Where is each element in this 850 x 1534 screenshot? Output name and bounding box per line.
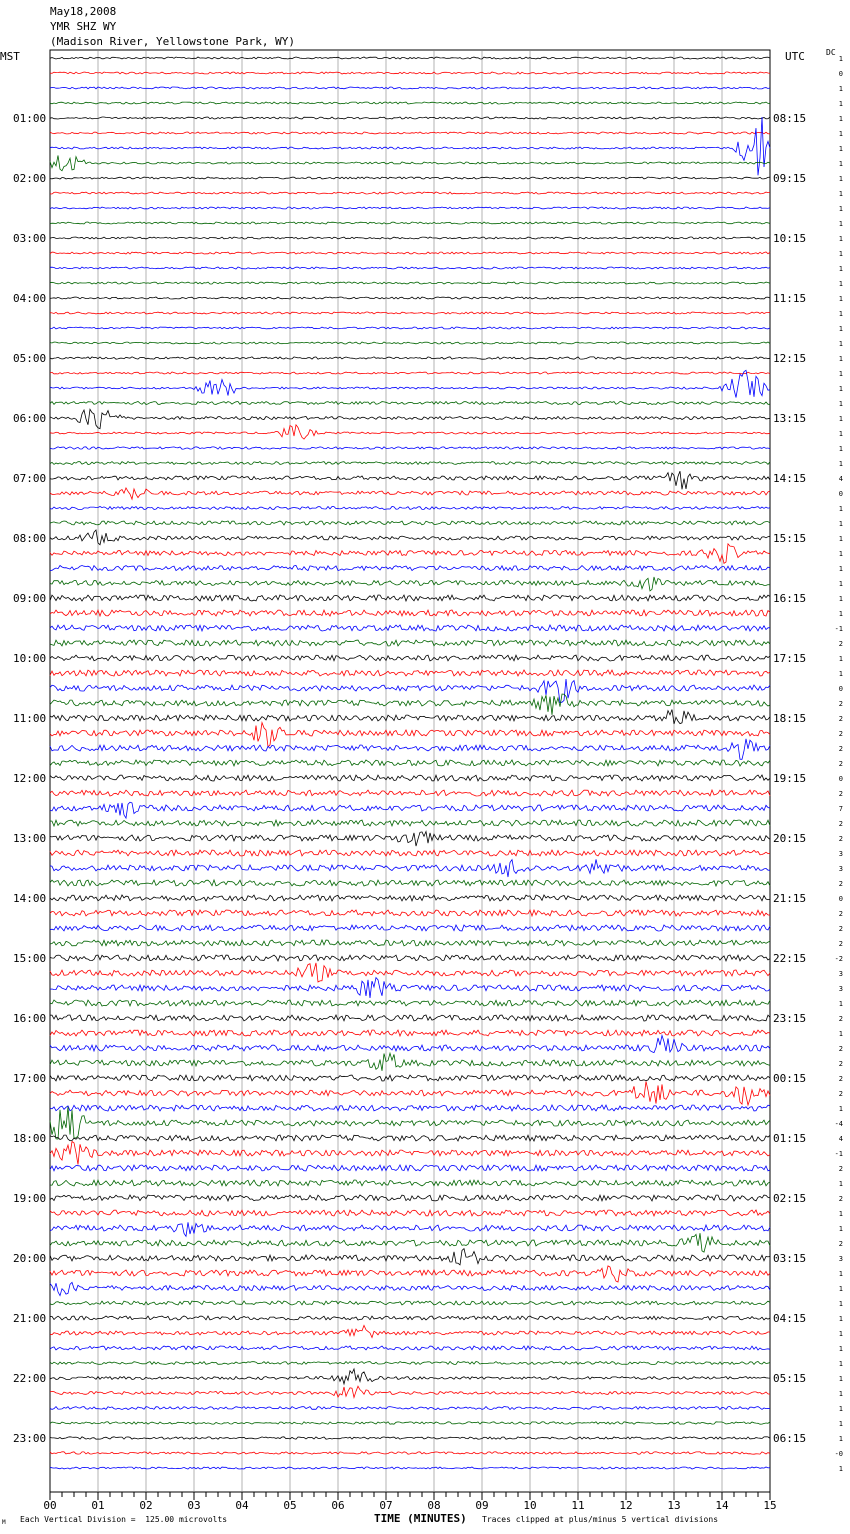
dc-offset-value: -0 <box>834 1450 843 1458</box>
right-hour-label: 19:15 <box>773 772 807 785</box>
dc-offset-value: 2 <box>838 1060 843 1068</box>
trace-row <box>50 790 770 796</box>
dc-offset-value: -1 <box>834 1150 843 1158</box>
trace-row <box>50 1000 770 1006</box>
right-hour-label: 17:15 <box>773 652 807 665</box>
trace-row <box>50 237 770 239</box>
x-axis-title: TIME (MINUTES) <box>374 1512 467 1525</box>
dc-offset-value: 1 <box>838 1285 843 1293</box>
left-hour-label: 17:00 <box>13 1072 47 1085</box>
dc-offset-value: 1 <box>838 115 843 123</box>
trace-row <box>50 192 770 194</box>
left-hour-label: 23:00 <box>13 1432 47 1445</box>
left-hour-label: 08:00 <box>13 532 47 545</box>
dc-offset-value: 1 <box>838 295 843 303</box>
right-hour-label: 18:15 <box>773 712 807 725</box>
left-hour-label: 10:00 <box>13 652 47 665</box>
trace-row <box>50 155 770 170</box>
dc-offset-value: 1 <box>838 1000 843 1008</box>
dc-offset-value: 2 <box>838 760 843 768</box>
dc-offset-value: 1 <box>838 535 843 543</box>
x-tick-label: 10 <box>523 1499 537 1512</box>
trace-row <box>50 102 770 104</box>
trace-row <box>50 1165 770 1171</box>
trace-row <box>50 595 770 601</box>
x-tick-label: 06 <box>331 1499 345 1512</box>
dc-offset-value: -1 <box>834 625 843 633</box>
x-tick-label: 13 <box>667 1499 681 1512</box>
trace-row <box>50 507 770 510</box>
left-hour-label: 13:00 <box>13 832 47 845</box>
dc-offset-value: 1 <box>838 1225 843 1233</box>
trace-row <box>50 1082 770 1106</box>
right-hour-label: 06:15 <box>773 1432 807 1445</box>
trace-row <box>50 820 770 826</box>
right-hour-label: 01:15 <box>773 1132 807 1145</box>
footer-corner: M <box>2 1519 6 1526</box>
right-hour-label: 14:15 <box>773 472 807 485</box>
trace-row <box>50 1362 770 1365</box>
trace-row <box>50 544 770 564</box>
trace-row <box>50 207 770 209</box>
right-hour-label: 04:15 <box>773 1312 807 1325</box>
trace-row <box>50 462 770 465</box>
trace-row <box>50 370 770 397</box>
dc-offset-value: 1 <box>838 580 843 588</box>
dc-offset-value: 2 <box>838 835 843 843</box>
x-tick-label: 00 <box>43 1499 57 1512</box>
dc-offset-value: 1 <box>838 220 843 228</box>
trace-row <box>50 978 770 998</box>
trace-row <box>50 1325 770 1337</box>
dc-offset-value: 1 <box>838 1390 843 1398</box>
dc-offset-value: 1 <box>838 1345 843 1353</box>
trace-row <box>50 1180 770 1186</box>
dc-offset-value: 2 <box>838 880 843 888</box>
dc-offset-value: 1 <box>838 235 843 243</box>
dc-offset-value: 1 <box>838 385 843 393</box>
dc-offset-value: 1 <box>838 280 843 288</box>
trace-row <box>50 1301 770 1305</box>
dc-offset-value: 2 <box>838 715 843 723</box>
dc-offset-value: 1 <box>838 1210 843 1218</box>
left-zone-label: MST <box>0 50 20 63</box>
dc-offset-value: 1 <box>838 1300 843 1308</box>
x-tick-label: 02 <box>139 1499 153 1512</box>
right-hour-label: 16:15 <box>773 592 807 605</box>
trace-row <box>50 963 770 982</box>
x-tick-label: 14 <box>715 1499 729 1512</box>
trace-row <box>50 57 770 59</box>
dc-offset-value: 1 <box>838 1315 843 1323</box>
trace-row <box>50 447 770 449</box>
dc-offset-value: 2 <box>838 745 843 753</box>
trace-row <box>50 87 770 89</box>
dc-offset-value: 2 <box>838 1090 843 1098</box>
left-hour-label: 12:00 <box>13 772 47 785</box>
right-hour-label: 09:15 <box>773 172 807 185</box>
dc-label: DC <box>826 48 836 57</box>
footer-scale: Each Vertical Division = 125.00 microvolts <box>20 1515 228 1524</box>
dc-offset-value: 1 <box>838 190 843 198</box>
left-hour-label: 16:00 <box>13 1012 47 1025</box>
header-location: (Madison River, Yellowstone Park, WY) <box>50 35 296 48</box>
trace-row <box>50 1233 770 1252</box>
dc-offset-value: 1 <box>838 655 843 663</box>
trace-row <box>50 72 770 74</box>
left-hour-label: 07:00 <box>13 472 47 485</box>
trace-row <box>50 297 770 299</box>
trace-row <box>50 1282 770 1295</box>
dc-offset-value: 2 <box>838 700 843 708</box>
dc-offset-value: 1 <box>838 1465 843 1473</box>
trace-row <box>50 1210 770 1216</box>
left-hour-label: 21:00 <box>13 1312 47 1325</box>
trace-row <box>50 222 770 224</box>
dc-offset-value: 1 <box>838 310 843 318</box>
dc-offset-value: 1 <box>838 340 843 348</box>
dc-offset-value: 1 <box>838 565 843 573</box>
trace-row <box>50 530 770 545</box>
dc-offset-value: 2 <box>838 925 843 933</box>
trace-row <box>50 1346 770 1350</box>
right-hour-label: 21:15 <box>773 892 807 905</box>
left-hour-label: 04:00 <box>13 292 47 305</box>
trace-row <box>50 694 770 715</box>
dc-offset-value: 0 <box>838 685 843 693</box>
dc-offset-value: 1 <box>838 610 843 618</box>
trace-row <box>50 859 770 877</box>
dc-offset-value: 1 <box>838 1420 843 1428</box>
dc-offset-value: 2 <box>838 1240 843 1248</box>
trace-row <box>50 566 770 571</box>
trace-row <box>50 117 770 119</box>
trace-row <box>50 940 770 946</box>
trace-row <box>50 402 770 405</box>
dc-offset-value: 2 <box>838 790 843 798</box>
dc-offset-value: 2 <box>838 1075 843 1083</box>
dc-offset-value: 1 <box>838 370 843 378</box>
dc-offset-value: 1 <box>838 160 843 168</box>
left-hour-label: 01:00 <box>13 112 47 125</box>
dc-offset-value: 1 <box>838 85 843 93</box>
dc-offset-value: 2 <box>838 1195 843 1203</box>
x-tick-label: 07 <box>379 1499 393 1512</box>
trace-row <box>50 177 770 179</box>
dc-offset-value: 2 <box>838 730 843 738</box>
left-hour-label: 09:00 <box>13 592 47 605</box>
dc-offset-value: 1 <box>838 1105 843 1113</box>
dc-offset-value: 3 <box>838 985 843 993</box>
left-hour-label: 06:00 <box>13 412 47 425</box>
dc-offset-value: 0 <box>838 490 843 498</box>
trace-row <box>50 1053 770 1071</box>
trace-row <box>50 327 770 329</box>
dc-offset-value: -2 <box>834 955 843 963</box>
trace-row <box>50 267 770 269</box>
x-tick-label: 15 <box>763 1499 777 1512</box>
trace-row <box>50 850 770 856</box>
dc-offset-value: 1 <box>838 205 843 213</box>
trace-row <box>50 117 770 175</box>
right-hour-label: 03:15 <box>773 1252 807 1265</box>
trace-row <box>50 655 770 661</box>
dc-offset-value: 1 <box>838 460 843 468</box>
left-hour-label: 19:00 <box>13 1192 47 1205</box>
dc-offset-value: 2 <box>838 910 843 918</box>
trace-row <box>50 1452 770 1454</box>
trace-row <box>50 1316 770 1320</box>
trace-row <box>50 802 770 818</box>
left-hour-label: 11:00 <box>13 712 47 725</box>
dc-offset-value: 2 <box>838 1015 843 1023</box>
right-zone-label: UTC <box>785 50 805 63</box>
dc-offset-value: 1 <box>838 1360 843 1368</box>
dc-offset-value: 2 <box>838 1045 843 1053</box>
right-hour-label: 08:15 <box>773 112 807 125</box>
dc-offset-value: 1 <box>838 505 843 513</box>
dc-offset-value: 0 <box>838 70 843 78</box>
x-tick-label: 09 <box>475 1499 489 1512</box>
right-hour-label: 12:15 <box>773 352 807 365</box>
right-hour-label: 00:15 <box>773 1072 807 1085</box>
right-hour-label: 02:15 <box>773 1192 807 1205</box>
trace-row <box>50 471 770 489</box>
dc-offset-value: 2 <box>838 820 843 828</box>
right-hour-label: 20:15 <box>773 832 807 845</box>
dc-offset-value: 1 <box>838 550 843 558</box>
trace-row <box>50 925 770 931</box>
trace-row <box>50 1222 770 1236</box>
plot-frame <box>50 50 770 1492</box>
trace-row <box>50 640 770 646</box>
dc-offset-value: 0 <box>838 775 843 783</box>
trace-row <box>50 312 770 314</box>
trace-row <box>50 880 770 886</box>
trace-row <box>50 625 770 631</box>
dc-offset-value: 1 <box>838 145 843 153</box>
trace-row <box>50 282 770 284</box>
trace-row <box>50 1105 770 1111</box>
left-hour-label: 22:00 <box>13 1372 47 1385</box>
trace-row <box>50 357 770 359</box>
trace-row <box>50 1467 770 1469</box>
trace-row <box>50 488 770 499</box>
x-tick-label: 11 <box>571 1499 585 1512</box>
trace-row <box>50 1035 770 1052</box>
dc-offset-value: 4 <box>838 475 843 483</box>
x-tick-label: 04 <box>235 1499 249 1512</box>
dc-offset-value: 3 <box>838 865 843 873</box>
trace-row <box>50 710 770 725</box>
trace-row <box>50 955 770 961</box>
header-date: May18,2008 <box>50 5 117 18</box>
trace-row <box>50 1437 770 1439</box>
dc-offset-value: 4 <box>838 1135 843 1143</box>
dc-offset-value: 1 <box>838 265 843 273</box>
dc-offset-value: 1 <box>838 400 843 408</box>
trace-row <box>50 1135 770 1141</box>
dc-offset-value: 1 <box>838 520 843 528</box>
left-hour-label: 14:00 <box>13 892 47 905</box>
dc-offset-value: 1 <box>838 1180 843 1188</box>
x-tick-label: 01 <box>91 1499 105 1512</box>
right-hour-label: 13:15 <box>773 412 807 425</box>
trace-row <box>50 521 770 525</box>
dc-offset-value: 1 <box>838 100 843 108</box>
x-tick-label: 05 <box>283 1499 297 1512</box>
dc-offset-value: 1 <box>838 445 843 453</box>
trace-row <box>50 679 770 703</box>
trace-row <box>50 1422 770 1424</box>
dc-offset-value: 7 <box>838 805 843 813</box>
trace-row <box>50 1141 770 1164</box>
dc-offset-value: 1 <box>838 1270 843 1278</box>
dc-offset-value: 3 <box>838 1255 843 1263</box>
dc-offset-value: 1 <box>838 55 843 63</box>
dc-offset-value: 1 <box>838 355 843 363</box>
dc-offset-value: 1 <box>838 415 843 423</box>
trace-row <box>50 252 770 254</box>
dc-offset-value: 1 <box>838 325 843 333</box>
trace-row <box>50 1369 770 1384</box>
right-hour-label: 22:15 <box>773 952 807 965</box>
trace-row <box>50 342 770 344</box>
dc-offset-value: -4 <box>834 1120 843 1128</box>
dc-offset-value: 1 <box>838 1435 843 1443</box>
dc-offset-value: 1 <box>838 1330 843 1338</box>
dc-offset-value: 1 <box>838 595 843 603</box>
dc-offset-value: 2 <box>838 940 843 948</box>
dc-offset-value: 1 <box>838 1375 843 1383</box>
trace-row <box>50 132 770 134</box>
dc-offset-value: 2 <box>838 1165 843 1173</box>
right-hour-label: 05:15 <box>773 1372 807 1385</box>
dc-offset-value: 1 <box>838 670 843 678</box>
trace-row <box>50 1195 770 1201</box>
trace-row <box>50 1075 770 1081</box>
trace-row <box>50 425 770 439</box>
trace-row <box>50 775 770 781</box>
trace-row <box>50 1249 770 1265</box>
trace-row <box>50 1266 770 1282</box>
trace-row <box>50 723 770 747</box>
dc-offset-value: 0 <box>838 895 843 903</box>
dc-offset-value: 3 <box>838 850 843 858</box>
trace-row <box>50 1107 770 1139</box>
trace-row <box>50 895 770 901</box>
trace-row <box>50 832 770 847</box>
dc-offset-value: 1 <box>838 430 843 438</box>
dc-offset-value: 1 <box>838 1405 843 1413</box>
trace-row <box>50 760 770 766</box>
trace-row <box>50 670 770 676</box>
right-hour-label: 10:15 <box>773 232 807 245</box>
trace-row <box>50 577 770 591</box>
dc-offset-value: 1 <box>838 175 843 183</box>
x-tick-label: 03 <box>187 1499 201 1512</box>
trace-row <box>50 610 770 616</box>
dc-offset-value: 2 <box>838 640 843 648</box>
trace-row <box>50 1386 770 1397</box>
left-hour-label: 05:00 <box>13 352 47 365</box>
dc-offset-value: 1 <box>838 250 843 258</box>
left-hour-label: 03:00 <box>13 232 47 245</box>
trace-row <box>50 1407 770 1410</box>
dc-offset-value: 3 <box>838 970 843 978</box>
right-hour-label: 23:15 <box>773 1012 807 1025</box>
x-tick-label: 12 <box>619 1499 633 1512</box>
left-hour-label: 02:00 <box>13 172 47 185</box>
left-hour-label: 18:00 <box>13 1132 47 1145</box>
footer-clip-note: Traces clipped at plus/minus 5 vertical divisions <box>482 1515 719 1524</box>
dc-offset-value: 1 <box>838 1030 843 1038</box>
left-hour-label: 20:00 <box>13 1252 47 1265</box>
trace-row <box>50 409 770 428</box>
dc-offset-value: 1 <box>838 130 843 138</box>
right-hour-label: 15:15 <box>773 532 807 545</box>
x-tick-label: 08 <box>427 1499 441 1512</box>
header-station: YMR SHZ WY <box>50 20 117 33</box>
left-hour-label: 15:00 <box>13 952 47 965</box>
trace-row <box>50 910 770 916</box>
trace-row <box>50 1015 770 1021</box>
trace-row <box>50 739 770 760</box>
trace-row <box>50 372 770 374</box>
right-hour-label: 11:15 <box>773 292 807 305</box>
